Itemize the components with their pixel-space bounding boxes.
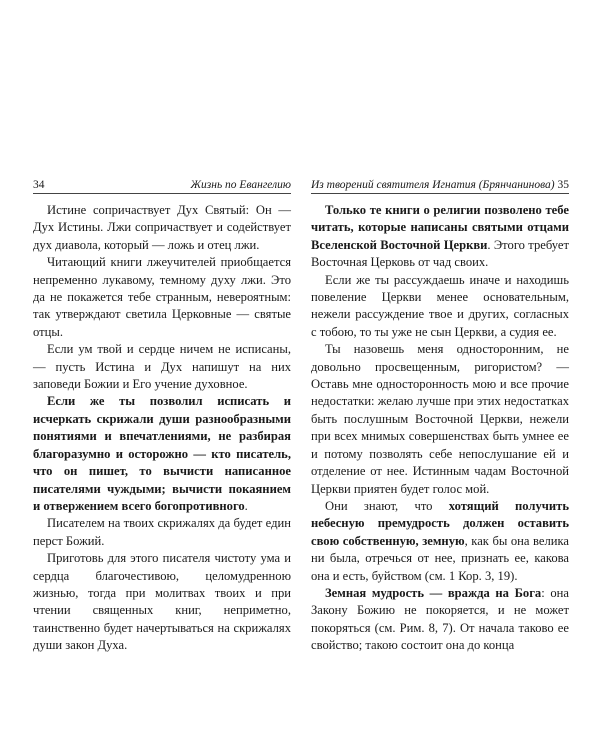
paragraph: Если же ты рассуждаешь иначе и находишь повеление Церкви менее основательным, нежели рассуждение твое и других, согласных с тобою, то ты уже не сын Церкви, а судия ее. [311,272,569,339]
paragraph: Ты назовешь меня односторонним, не довольно просвещенным, ригористом? — Оставь мне односторонность мою и все прочие недостатки: желаю лучше при этих недостатках быть послушным Восточной Церкви, нежели при всех мнимых совершенствах быть умнее ее и потому позволять себе непослушание ей и отделение от нее. Истинным чадам Восточной Церкви приятен будет голос мой. [311,342,569,496]
bold-text: Если же ты позволил исписать и исчеркать скрижали души разнообразными понятиями и впечатлениями, не разбирая благоразумно и осторожно — кто писатель, что он пишет, то вычисти написанное писателями чуждыми; вычисти покаянием и отвержением всего богопротивного [33,394,291,513]
paragraph: Приготовь для этого писателя чистоту ума и сердца благочестивою, целомудренною жизнью, тогда при молитвах твоих и при чтении священных книг, неприметно, таинственно будет начертываться на скрижалях души закон Духа. [33,551,291,653]
paragraph: Читающий книги лжеучителей приобщается непременно лукавому, темному духу лжи. Это да не покажется тебе странным, невероятным: так утверждают светила Церковные — святые отцы. [33,255,291,339]
paragraph: Они знают, что хотящий получить небесную премудрость должен оставить свою собственную, земную, как бы она велика ни была, отречься от нее, признать ее, какова она и есть, буйством (см. 1 Кор. 3, 19). [311,498,569,583]
paragraph: Только те книги о религии позволено тебе читать, которые написаны святыми отцами Вселенской Восточной Церкви. Этого требует Восточная Церковь от чад своих. [311,203,569,270]
right-page [311,176,569,655]
right-running-title: Из творений святителя Игнатия (Брянчанинова) [311,179,555,191]
bold-text: Земная мудрость — вражда на Бога [325,585,542,600]
right-running-head [311,176,569,194]
paragraph: Земная мудрость — вражда на Бога: она Закону Божию не покоряется, и не может покоряться (см. Рим. 8, 7). От начала таково ее свойство; такою состоит она до конца [311,585,569,653]
left-page-number: 34 [33,179,45,191]
left-running-title: Жизнь по Евангелию [190,179,291,191]
left-body-text [33,202,291,655]
right-body-text [311,202,569,655]
right-page-number: 35 [557,179,569,191]
paragraph: Если же ты позволил исписать и исчеркать скрижали души разнообразными понятиями и впечатлениями, не разбирая благоразумно и осторожно — кто писатель, что он пишет, то вычисти написанное писателями чуждыми; вычисти покаянием и отвержением всего богопротивного. [33,394,291,513]
left-running-head [33,176,291,194]
bold-text: хотящий получить небесную премудрость должен оставить свою собственную, земную [311,498,569,548]
paragraph: Писателем на твоих скрижалях да будет един перст Божий. [33,516,291,548]
paragraph: Если ум твой и сердце ничем не исписаны, — пусть Истина и Дух напишут на них заповеди Божии и Его учение духовное. [33,342,291,392]
bold-text: Только те книги о религии позволено тебе читать, которые написаны святыми отцами Вселенской Восточной Церкви [311,203,569,252]
paragraph: Истине сопричаствует Дух Святый: Он — Дух Истины. Лжи сопричаствует и содействует дух диавола, который — ложь и отец лжи. [33,203,291,252]
left-page [33,176,291,655]
